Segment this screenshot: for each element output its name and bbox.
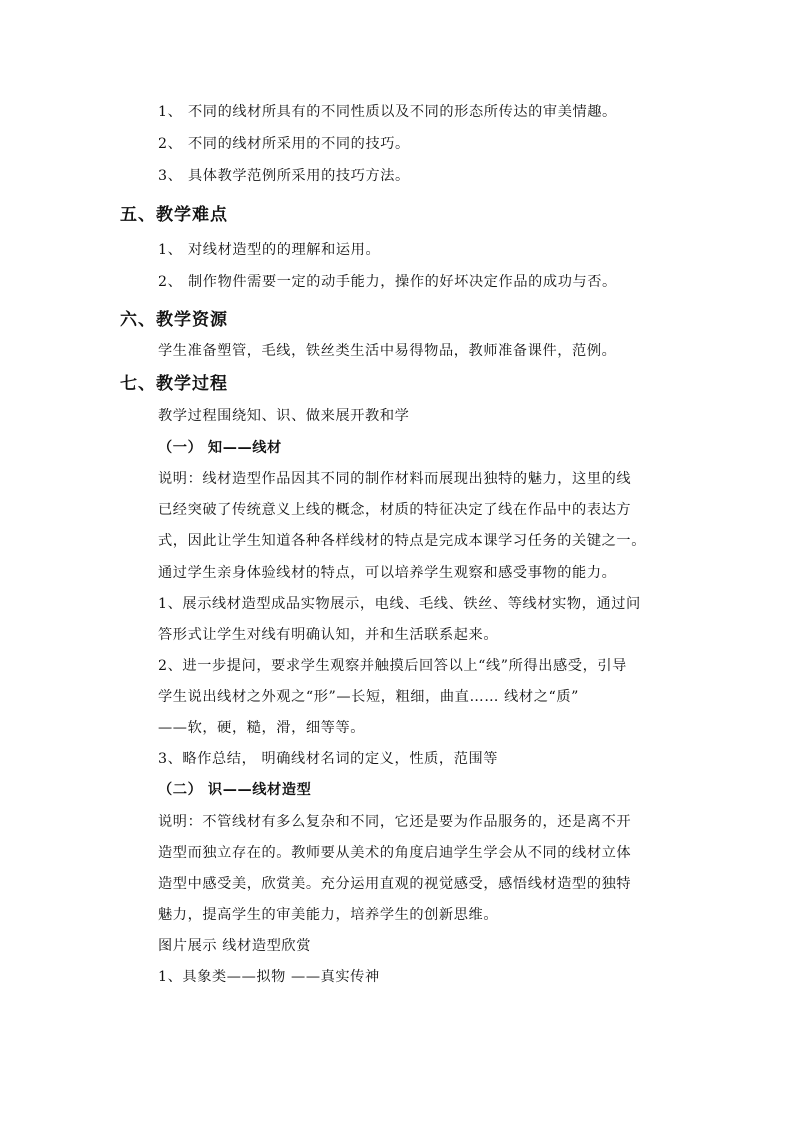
process-intro: 教学过程围绕知、识、做来展开教和学 bbox=[158, 408, 410, 424]
paragraph-line: 答形式让学生对线有明确认知，并和生活联系起来。 bbox=[158, 627, 499, 643]
paragraph-line: 图片展示 线材造型欣赏 bbox=[158, 938, 311, 954]
list-item-text: 对线材造型的的理解和运用。 bbox=[188, 242, 381, 258]
paragraph-line: 3、略作总结， 明确线材名词的定义，性质，范围等 bbox=[158, 751, 499, 767]
paragraph-line: 1、具象类——拟物 ——真实传神 bbox=[158, 969, 380, 985]
paragraph-line: 2、进一步提问，要求学生观察并触摸后回答以上“线”所得出感受，引导 bbox=[158, 658, 627, 674]
paragraph-line: 式，因此让学生知道各种各样线材的特点是完成本课学习任务的关键之一。 bbox=[158, 533, 646, 549]
paragraph-line: 造型而独立存在的。教师要从美术的角度启迪学生学会从不同的线材立体 bbox=[158, 845, 632, 861]
subsection-title-recognize: （二） 识——线材造型 bbox=[158, 782, 312, 798]
list-item bbox=[158, 133, 410, 153]
section-heading-resources: 六、教学资源 bbox=[120, 310, 228, 330]
list-item-text: 具体教学范例所采用的技巧方法。 bbox=[188, 168, 410, 184]
list-item-number: 2、 bbox=[158, 274, 183, 290]
resources-text: 学生准备塑管，毛线，铁丝类生活中易得物品，教师准备课件，范例。 bbox=[158, 343, 617, 359]
list-item bbox=[158, 165, 410, 185]
list-item-text: 不同的线材所采用的不同的技巧。 bbox=[188, 136, 410, 152]
paragraph-line: 已经突破了传统意义上线的概念，材质的特征决定了线在作品中的表达方 bbox=[158, 502, 632, 518]
list-item bbox=[158, 101, 617, 121]
list-item bbox=[158, 239, 380, 259]
list-item-number: 2、 bbox=[158, 136, 183, 152]
section-heading-difficulties: 五、教学难点 bbox=[120, 205, 228, 225]
list-item-text: 制作物件需要一定的动手能力，操作的好坏决定作品的成功与否。 bbox=[188, 274, 617, 290]
paragraph-line: 说明：不管线材有多么复杂和不同，它还是要为作品服务的，还是离不开 bbox=[158, 814, 632, 830]
paragraph-line: 通过学生亲身体验线材的特点，可以培养学生观察和感受事物的能力。 bbox=[158, 565, 617, 581]
paragraph-line: 说明：线材造型作品因其不同的制作材料而展现出独特的魅力，这里的线 bbox=[158, 471, 632, 487]
paragraph-line: 1、展示线材造型成品实物展示，电线、毛线、铁丝、等线材实物，通过问 bbox=[158, 596, 641, 612]
paragraph-line: 造型中感受美，欣赏美。充分运用直观的视觉感受，感悟线材造型的独特 bbox=[158, 876, 632, 892]
paragraph-line: 学生说出线材之外观之“形”—长短，粗细，曲直…… 线材之“质” bbox=[158, 689, 579, 705]
list-item-number: 1、 bbox=[158, 104, 183, 120]
section-heading-process: 七、教学过程 bbox=[120, 374, 228, 394]
subsection-title-know: （一） 知——线材 bbox=[158, 440, 282, 456]
list-item-text: 不同的线材所具有的不同性质以及不同的形态所传达的审美情趣。 bbox=[188, 104, 617, 120]
list-item-number: 3、 bbox=[158, 168, 183, 184]
list-item-number: 1、 bbox=[158, 242, 183, 258]
paragraph-line: 魅力，提高学生的审美能力，培养学生的创新思维。 bbox=[158, 907, 499, 923]
paragraph-line: ——软，硬，糙，滑，细等等。 bbox=[158, 720, 366, 736]
list-item bbox=[158, 271, 617, 291]
